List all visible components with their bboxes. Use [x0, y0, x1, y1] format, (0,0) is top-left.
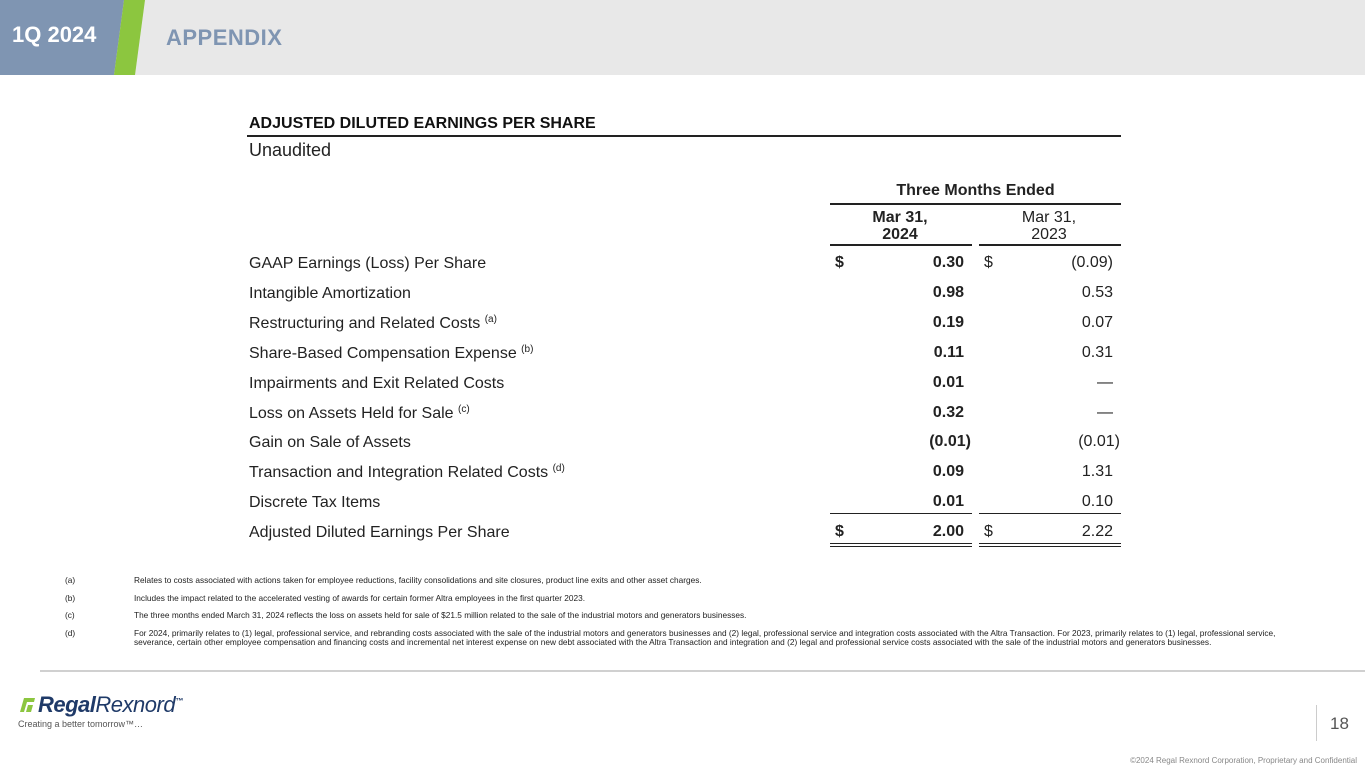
footnote-key: (d)	[65, 628, 76, 638]
value-prior: —	[1097, 404, 1113, 421]
value-prior: 0.07	[1081, 314, 1113, 331]
row-label: GAAP Earnings (Loss) Per Share	[249, 255, 487, 272]
value-current: 0.98	[932, 284, 964, 301]
currency-symbol: $	[835, 254, 844, 271]
value-prior: 0.31	[1081, 344, 1113, 361]
value-prior: 0.53	[1081, 284, 1113, 301]
column-header-current	[830, 209, 970, 243]
value-current: 0.11	[933, 344, 964, 361]
column-header-prior	[979, 209, 1119, 243]
value-current: 2.00	[932, 523, 964, 540]
value-prior: (0.01)	[1078, 433, 1120, 450]
footnote-key: (c)	[65, 610, 75, 620]
value-current: 0.09	[932, 463, 964, 480]
row-label: Loss on Assets Held for Sale $^{(c)}$	[249, 404, 470, 422]
value-current: 0.30	[932, 254, 964, 271]
table-row	[249, 428, 1121, 458]
row-label: Intangible Amortization	[249, 285, 411, 302]
quarter-label: 1Q 2024	[12, 22, 97, 47]
row-label: Gain on Sale of Assets	[249, 434, 411, 451]
table-row	[249, 249, 1121, 279]
row-label: Discrete Tax Items	[249, 494, 381, 511]
footnote-key: (a)	[65, 575, 76, 585]
subtotal-rule-prior	[979, 513, 1121, 514]
value-prior: (0.09)	[1071, 254, 1113, 271]
table-row	[249, 279, 1121, 309]
footnote-text: Relates to costs associated with actions taken for employee reductions, facility consolidations and site closures, product line exits and other asset charges.	[134, 575, 702, 585]
value-current: 0.01	[932, 374, 964, 391]
value-current: 0.19	[932, 314, 964, 331]
copyright: ©2024 Regal Rexnord Corporation, Proprietary and Confidential	[1130, 756, 1357, 765]
footnote-text: For 2024, primarily relates to (1) legal, professional service, and rebranding costs associated with the sale of the industrial motors and generators businesses and (2) legal, professional service and integration costs associated with the Altra Transaction. For 2023, primarily relates to (1) legal, professional service, severance, certain other employee compensation and financing costs and incremental net interest expense on new debt associated with the Altra Transaction and integration and (2) legal and professional service costs associated with the sale of the industrial motors and generators businesses.	[134, 628, 1276, 647]
period-header: Three Months Ended	[896, 182, 1055, 199]
footnote-text: The three months ended March 31, 2024 reflects the loss on assets held for sale of $21.5 million related to the sale of the industrial motors and generators businesses.	[134, 610, 747, 620]
column-header-current-line2: 2024	[882, 226, 918, 243]
total-rule-current-2	[830, 546, 972, 547]
period-rule	[830, 203, 1121, 205]
column-header-prior-line2: 2023	[1031, 226, 1067, 243]
row-label: Transaction and Integration Related Costs $^{(d)}$	[249, 463, 565, 481]
column-rule-current	[830, 244, 972, 246]
column-header-current-line1: Mar 31,	[872, 209, 928, 226]
value-prior: 0.10	[1081, 493, 1113, 510]
total-rule-prior-1	[979, 543, 1121, 544]
section-title: APPENDIX	[166, 25, 283, 50]
value-current: (0.01)	[929, 433, 971, 450]
logo-wordmark: RegalRexnord™	[38, 692, 183, 717]
table-row	[249, 339, 1121, 369]
table-row	[249, 309, 1121, 339]
total-rule-prior-2	[979, 546, 1121, 547]
column-rule-prior	[979, 244, 1121, 246]
page-divider	[1316, 705, 1317, 741]
value-prior: —	[1097, 374, 1113, 391]
footer-rule	[40, 670, 1365, 672]
table-subtitle: Unaudited	[249, 140, 332, 160]
row-label: Impairments and Exit Related Costs	[249, 375, 505, 392]
table-title: ADJUSTED DILUTED EARNINGS PER SHARE	[249, 115, 596, 132]
row-label: Restructuring and Related Costs $^{(a)}$	[249, 314, 497, 332]
currency-symbol: $	[984, 254, 993, 271]
value-current: 0.01	[932, 493, 964, 510]
currency-symbol: $	[984, 523, 993, 540]
header-bar	[0, 0, 1365, 75]
title-rule	[247, 135, 1121, 137]
footnote-key: (b)	[65, 593, 76, 603]
table-row	[249, 369, 1121, 399]
table-row	[249, 458, 1121, 488]
row-label: Share-Based Compensation Expense $^{(b)}$	[249, 344, 534, 362]
row-label: Adjusted Diluted Earnings Per Share	[249, 524, 510, 541]
tagline: Creating a better tomorrow™…	[18, 719, 144, 729]
page-number: 18	[1330, 714, 1349, 733]
footnote-text: Includes the impact related to the accelerated vesting of awards for certain former Altra employees in the first quarter 2023.	[134, 593, 586, 603]
subtotal-rule-current	[830, 513, 972, 514]
currency-symbol: $	[835, 523, 844, 540]
logo-mark-icon	[18, 696, 36, 714]
value-prior: 1.31	[1081, 463, 1113, 480]
value-prior: 2.22	[1081, 523, 1113, 540]
total-rule-current-1	[830, 543, 972, 544]
value-current: 0.32	[932, 404, 964, 421]
column-header-prior-line1: Mar 31,	[1021, 209, 1077, 226]
table-row	[249, 399, 1121, 429]
